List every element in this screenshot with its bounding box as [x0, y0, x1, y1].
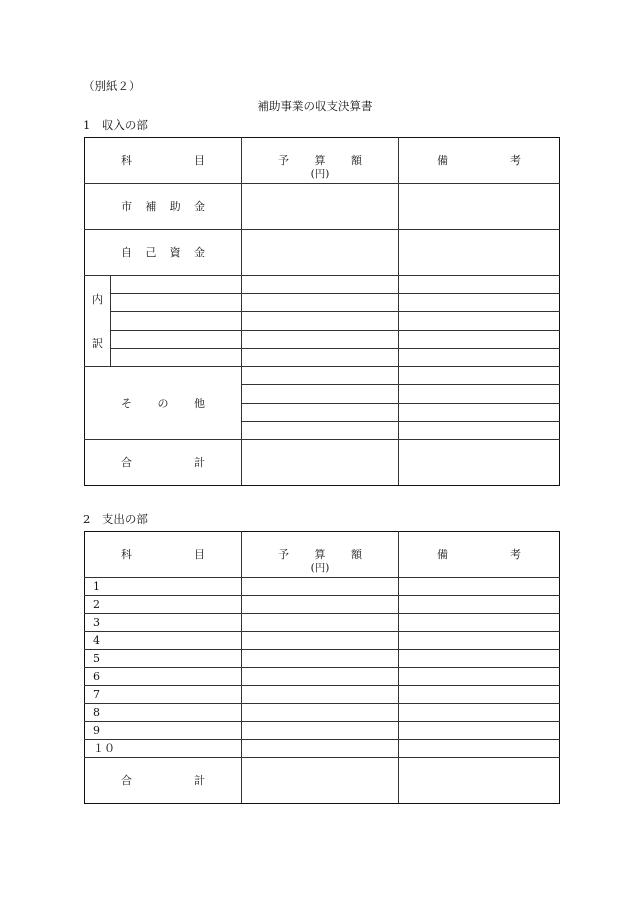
- other-budget-cell[interactable]: [242, 421, 399, 439]
- other-budget-cell[interactable]: [242, 385, 399, 403]
- breakdown-item-cell[interactable]: [111, 330, 242, 348]
- breakdown-budget-cell[interactable]: [242, 312, 399, 330]
- other-note-cell[interactable]: [399, 385, 560, 403]
- expense-row-number: 9: [85, 722, 242, 740]
- other-budget-cell[interactable]: [242, 403, 399, 421]
- expense-row: [85, 740, 560, 758]
- breakdown-note-cell[interactable]: [399, 294, 560, 312]
- city-subsidy-label: 市 補 助 金: [85, 184, 242, 230]
- income-total-note-cell[interactable]: [399, 440, 560, 486]
- expense-total-row: [85, 758, 560, 804]
- expense-note-cell[interactable]: [399, 578, 560, 596]
- city-subsidy-note-cell[interactable]: [399, 184, 560, 230]
- breakdown-item-cell[interactable]: [111, 294, 242, 312]
- expense-header-row: [85, 532, 560, 578]
- income-table: [84, 137, 560, 486]
- expense-note-cell[interactable]: [399, 650, 560, 668]
- other-row: [85, 367, 560, 385]
- expense-budget-cell[interactable]: [242, 596, 399, 614]
- breakdown-row: [85, 312, 560, 330]
- breakdown-budget-cell[interactable]: [242, 294, 399, 312]
- expense-row: [85, 722, 560, 740]
- own-funds-label: 自 己 資 金: [85, 230, 242, 276]
- expense-header-budget: 予 算 額 (円): [242, 532, 399, 578]
- expense-row-number: 1: [85, 578, 242, 596]
- own-funds-note-cell[interactable]: [399, 230, 560, 276]
- income-total-budget-cell[interactable]: [242, 440, 399, 486]
- expense-budget-cell[interactable]: [242, 632, 399, 650]
- expense-note-cell[interactable]: [399, 596, 560, 614]
- expense-row-number: 8: [85, 704, 242, 722]
- expense-row-number: 7: [85, 686, 242, 704]
- breakdown-note-cell[interactable]: [399, 276, 560, 294]
- other-note-cell[interactable]: [399, 403, 560, 421]
- expense-note-cell[interactable]: [399, 704, 560, 722]
- expense-total-note-cell[interactable]: [399, 758, 560, 804]
- breakdown-budget-cell[interactable]: [242, 330, 399, 348]
- breakdown-item-cell[interactable]: [111, 348, 242, 366]
- expense-row: [85, 578, 560, 596]
- expense-budget-cell[interactable]: [242, 722, 399, 740]
- breakdown-note-cell[interactable]: [399, 348, 560, 366]
- breakdown-row: [85, 294, 560, 312]
- expense-note-cell[interactable]: [399, 722, 560, 740]
- other-note-cell[interactable]: [399, 367, 560, 385]
- income-total-label: 合 計: [85, 440, 242, 486]
- expense-row: [85, 686, 560, 704]
- expense-budget-cell[interactable]: [242, 704, 399, 722]
- expense-total-budget-cell[interactable]: [242, 758, 399, 804]
- income-section-title: 1 収入の部: [83, 118, 148, 132]
- income-header-item: 科 目: [85, 138, 242, 184]
- expense-table: [84, 531, 560, 804]
- breakdown-row: [85, 330, 560, 348]
- other-budget-cell[interactable]: [242, 367, 399, 385]
- form-label: （別紙２）: [83, 79, 141, 93]
- expense-note-cell[interactable]: [399, 686, 560, 704]
- expense-budget-cell[interactable]: [242, 578, 399, 596]
- breakdown-note-cell[interactable]: [399, 312, 560, 330]
- expense-budget-unit: (円): [310, 562, 330, 574]
- income-header-budget: 予 算 額 (円): [242, 138, 399, 184]
- expense-row-number: １０: [85, 740, 242, 758]
- expense-budget-cell[interactable]: [242, 740, 399, 758]
- expense-total-label: 合 計: [85, 758, 242, 804]
- income-row-city-subsidy: [85, 184, 560, 230]
- expense-budget-cell[interactable]: [242, 686, 399, 704]
- income-header-note: 備 考: [399, 138, 560, 184]
- expense-header-note: 備 考: [399, 532, 560, 578]
- expense-row-number: 4: [85, 632, 242, 650]
- expense-budget-cell[interactable]: [242, 650, 399, 668]
- expense-section-title: 2 支出の部: [83, 512, 148, 526]
- expense-note-cell[interactable]: [399, 740, 560, 758]
- expense-row-number: 6: [85, 668, 242, 686]
- income-budget-unit: (円): [310, 168, 330, 180]
- breakdown-note-cell[interactable]: [399, 330, 560, 348]
- breakdown-label: 内 訳: [85, 276, 111, 367]
- expense-row-number: 5: [85, 650, 242, 668]
- other-label: そ の 他: [85, 367, 242, 440]
- income-header-row: [85, 138, 560, 184]
- breakdown-row: [85, 276, 560, 294]
- expense-row: [85, 650, 560, 668]
- breakdown-item-cell[interactable]: [111, 276, 242, 294]
- expense-row-number: 3: [85, 614, 242, 632]
- income-total-row: [85, 440, 560, 486]
- breakdown-item-cell[interactable]: [111, 312, 242, 330]
- breakdown-budget-cell[interactable]: [242, 276, 399, 294]
- expense-note-cell[interactable]: [399, 614, 560, 632]
- own-funds-budget-cell[interactable]: [242, 230, 399, 276]
- other-note-cell[interactable]: [399, 421, 560, 439]
- expense-row: [85, 668, 560, 686]
- expense-header-item: 科 目: [85, 532, 242, 578]
- city-subsidy-budget-cell[interactable]: [242, 184, 399, 230]
- expense-note-cell[interactable]: [399, 668, 560, 686]
- expense-note-cell[interactable]: [399, 632, 560, 650]
- expense-row: [85, 704, 560, 722]
- expense-row: [85, 614, 560, 632]
- expense-row: [85, 632, 560, 650]
- expense-row-number: 2: [85, 596, 242, 614]
- expense-budget-cell[interactable]: [242, 668, 399, 686]
- breakdown-row: [85, 348, 560, 366]
- expense-row: [85, 596, 560, 614]
- breakdown-budget-cell[interactable]: [242, 348, 399, 366]
- expense-budget-cell[interactable]: [242, 614, 399, 632]
- income-row-own-funds: [85, 230, 560, 276]
- document-title: 補助事業の収支決算書: [257, 99, 373, 113]
